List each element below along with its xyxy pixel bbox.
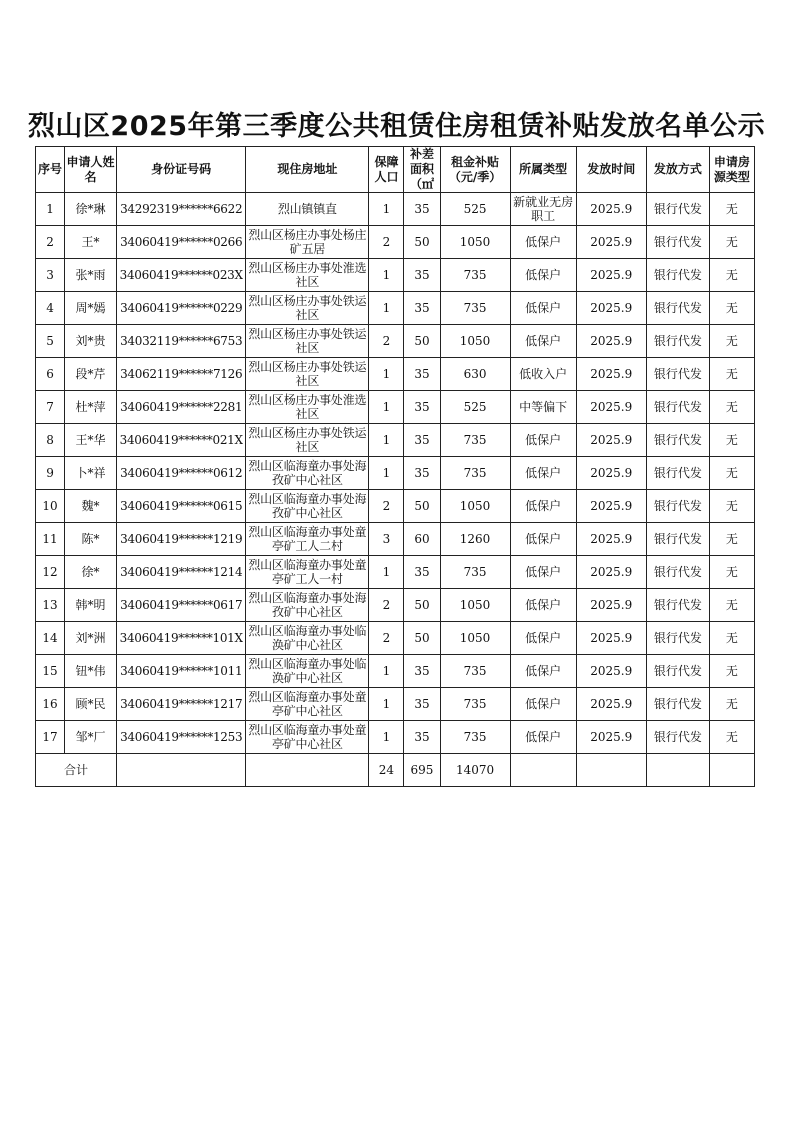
cell-area: 35 [404, 259, 440, 292]
cell-source: 无 [709, 457, 754, 490]
cell-method: 银行代发 [646, 655, 709, 688]
cell-area: 60 [404, 523, 440, 556]
cell-area: 50 [404, 589, 440, 622]
cell-no: 5 [36, 325, 65, 358]
cell-method: 银行代发 [646, 589, 709, 622]
cell-method: 银行代发 [646, 424, 709, 457]
cell-name: 张*雨 [65, 259, 117, 292]
cell-name: 徐*琳 [65, 193, 117, 226]
cell-source: 无 [709, 622, 754, 655]
cell-people: 1 [369, 424, 404, 457]
cell-subsidy: 630 [440, 358, 510, 391]
cell-address: 烈山区临海童办事处海孜矿中心社区 [246, 490, 369, 523]
cell-address: 烈山区杨庄办事处铁运社区 [246, 358, 369, 391]
cell-people: 2 [369, 589, 404, 622]
cell-people: 1 [369, 457, 404, 490]
cell-area: 35 [404, 391, 440, 424]
cell-name: 杜*萍 [65, 391, 117, 424]
total-id-cell [117, 754, 246, 787]
cell-source: 无 [709, 589, 754, 622]
cell-area: 35 [404, 358, 440, 391]
table-body [36, 193, 755, 754]
cell-no: 2 [36, 226, 65, 259]
header-time: 发放时间 [576, 147, 646, 193]
cell-people: 1 [369, 721, 404, 754]
cell-id: 34062119******7126 [117, 358, 246, 391]
header-no: 序号 [36, 147, 65, 193]
cell-address: 烈山区临海童办事处童亭矿中心社区 [246, 688, 369, 721]
cell-source: 无 [709, 424, 754, 457]
cell-no: 6 [36, 358, 65, 391]
cell-time: 2025.9 [576, 622, 646, 655]
table-row [36, 523, 755, 556]
cell-method: 银行代发 [646, 193, 709, 226]
cell-address: 烈山区临海童办事处临涣矿中心社区 [246, 622, 369, 655]
table-row [36, 589, 755, 622]
cell-source: 无 [709, 655, 754, 688]
total-method-cell [646, 754, 709, 787]
total-people: 24 [369, 754, 404, 787]
cell-id: 34060419******023X [117, 259, 246, 292]
cell-no: 8 [36, 424, 65, 457]
cell-address: 烈山区临海童办事处童亭矿工人一村 [246, 556, 369, 589]
cell-category: 低保户 [510, 655, 576, 688]
cell-no: 13 [36, 589, 65, 622]
cell-subsidy: 1050 [440, 325, 510, 358]
cell-people: 1 [369, 259, 404, 292]
cell-no: 1 [36, 193, 65, 226]
table-row [36, 424, 755, 457]
cell-people: 1 [369, 655, 404, 688]
cell-name: 卜*祥 [65, 457, 117, 490]
table-row [36, 490, 755, 523]
cell-no: 11 [36, 523, 65, 556]
cell-name: 陈* [65, 523, 117, 556]
cell-method: 银行代发 [646, 490, 709, 523]
cell-area: 35 [404, 457, 440, 490]
cell-name: 韩*明 [65, 589, 117, 622]
cell-source: 无 [709, 358, 754, 391]
cell-id: 34060419******0617 [117, 589, 246, 622]
table-row [36, 325, 755, 358]
table-row [36, 556, 755, 589]
cell-address: 烈山区杨庄办事处铁运社区 [246, 292, 369, 325]
cell-method: 银行代发 [646, 292, 709, 325]
cell-area: 35 [404, 193, 440, 226]
cell-time: 2025.9 [576, 655, 646, 688]
cell-method: 银行代发 [646, 259, 709, 292]
cell-area: 35 [404, 424, 440, 457]
cell-people: 2 [369, 622, 404, 655]
cell-category: 低保户 [510, 721, 576, 754]
cell-method: 银行代发 [646, 622, 709, 655]
table-row [36, 457, 755, 490]
cell-id: 34060419******101X [117, 622, 246, 655]
cell-no: 12 [36, 556, 65, 589]
cell-category: 低保户 [510, 556, 576, 589]
cell-id: 34060419******0615 [117, 490, 246, 523]
cell-method: 银行代发 [646, 358, 709, 391]
table-row [36, 655, 755, 688]
header-id: 身份证号码 [117, 147, 246, 193]
cell-source: 无 [709, 259, 754, 292]
total-row [36, 754, 755, 787]
cell-people: 2 [369, 490, 404, 523]
total-subsidy: 14070 [440, 754, 510, 787]
cell-subsidy: 1050 [440, 589, 510, 622]
header-area: 补差面积（㎡ [404, 147, 440, 193]
total-time-cell [576, 754, 646, 787]
cell-time: 2025.9 [576, 523, 646, 556]
cell-category: 低保户 [510, 688, 576, 721]
cell-category: 低保户 [510, 589, 576, 622]
cell-source: 无 [709, 226, 754, 259]
cell-no: 7 [36, 391, 65, 424]
cell-name: 邹*厂 [65, 721, 117, 754]
cell-subsidy: 735 [440, 556, 510, 589]
total-address-cell [246, 754, 369, 787]
cell-area: 35 [404, 688, 440, 721]
cell-subsidy: 525 [440, 391, 510, 424]
cell-no: 14 [36, 622, 65, 655]
cell-time: 2025.9 [576, 556, 646, 589]
cell-id: 34060419******1217 [117, 688, 246, 721]
cell-address: 烈山区临海童办事处童亭矿工人二村 [246, 523, 369, 556]
cell-time: 2025.9 [576, 325, 646, 358]
cell-time: 2025.9 [576, 358, 646, 391]
cell-id: 34060419******1253 [117, 721, 246, 754]
cell-category: 低保户 [510, 259, 576, 292]
cell-method: 银行代发 [646, 391, 709, 424]
cell-area: 35 [404, 655, 440, 688]
cell-subsidy: 1050 [440, 622, 510, 655]
cell-no: 16 [36, 688, 65, 721]
cell-id: 34060419******1011 [117, 655, 246, 688]
cell-name: 刘*洲 [65, 622, 117, 655]
cell-address: 烈山区临海童办事处临涣矿中心社区 [246, 655, 369, 688]
cell-area: 50 [404, 490, 440, 523]
cell-method: 银行代发 [646, 556, 709, 589]
cell-people: 1 [369, 193, 404, 226]
cell-id: 34060419******2281 [117, 391, 246, 424]
cell-time: 2025.9 [576, 688, 646, 721]
cell-name: 周*嫣 [65, 292, 117, 325]
cell-name: 顾*民 [65, 688, 117, 721]
cell-no: 17 [36, 721, 65, 754]
cell-people: 2 [369, 325, 404, 358]
cell-time: 2025.9 [576, 457, 646, 490]
cell-people: 1 [369, 358, 404, 391]
total-source-cell [709, 754, 754, 787]
cell-no: 15 [36, 655, 65, 688]
cell-method: 银行代发 [646, 325, 709, 358]
cell-people: 1 [369, 292, 404, 325]
cell-id: 34060419******0266 [117, 226, 246, 259]
cell-people: 1 [369, 688, 404, 721]
cell-name: 刘*贵 [65, 325, 117, 358]
cell-name: 魏* [65, 490, 117, 523]
cell-time: 2025.9 [576, 259, 646, 292]
cell-source: 无 [709, 292, 754, 325]
cell-category: 低保户 [510, 226, 576, 259]
table-row [36, 391, 755, 424]
cell-category: 低保户 [510, 622, 576, 655]
cell-source: 无 [709, 556, 754, 589]
table-row [36, 259, 755, 292]
cell-people: 3 [369, 523, 404, 556]
cell-subsidy: 1260 [440, 523, 510, 556]
cell-category: 低保户 [510, 292, 576, 325]
cell-category: 低保户 [510, 457, 576, 490]
cell-address: 烈山镇镇直 [246, 193, 369, 226]
cell-id: 34060419******0229 [117, 292, 246, 325]
cell-source: 无 [709, 523, 754, 556]
cell-area: 50 [404, 226, 440, 259]
header-method: 发放方式 [646, 147, 709, 193]
cell-source: 无 [709, 193, 754, 226]
cell-subsidy: 525 [440, 193, 510, 226]
cell-area: 50 [404, 325, 440, 358]
header-source: 申请房源类型 [709, 147, 754, 193]
cell-subsidy: 735 [440, 424, 510, 457]
total-area: 695 [404, 754, 440, 787]
cell-subsidy: 735 [440, 457, 510, 490]
cell-area: 50 [404, 622, 440, 655]
cell-time: 2025.9 [576, 391, 646, 424]
cell-time: 2025.9 [576, 424, 646, 457]
cell-subsidy: 735 [440, 259, 510, 292]
cell-method: 银行代发 [646, 721, 709, 754]
table-row [36, 292, 755, 325]
cell-id: 34060419******1214 [117, 556, 246, 589]
cell-method: 银行代发 [646, 226, 709, 259]
cell-method: 银行代发 [646, 457, 709, 490]
subsidy-table [35, 146, 755, 787]
cell-address: 烈山区杨庄办事处淮选社区 [246, 391, 369, 424]
table-row [36, 721, 755, 754]
cell-id: 34060419******021X [117, 424, 246, 457]
cell-time: 2025.9 [576, 226, 646, 259]
cell-subsidy: 735 [440, 721, 510, 754]
cell-time: 2025.9 [576, 490, 646, 523]
cell-time: 2025.9 [576, 721, 646, 754]
cell-time: 2025.9 [576, 292, 646, 325]
table-row [36, 193, 755, 226]
cell-address: 烈山区临海童办事处海孜矿中心社区 [246, 457, 369, 490]
cell-id: 34060419******1219 [117, 523, 246, 556]
cell-id: 34032119******6753 [117, 325, 246, 358]
cell-method: 银行代发 [646, 523, 709, 556]
cell-area: 35 [404, 556, 440, 589]
cell-category: 低收入户 [510, 358, 576, 391]
header-name: 申请人姓名 [65, 147, 117, 193]
cell-people: 2 [369, 226, 404, 259]
cell-time: 2025.9 [576, 589, 646, 622]
page-title: 烈山区2025年第三季度公共租赁住房租赁补贴发放名单公示 [27, 111, 766, 142]
total-category-cell [510, 754, 576, 787]
cell-people: 1 [369, 391, 404, 424]
header-address: 现住房地址 [246, 147, 369, 193]
cell-subsidy: 1050 [440, 226, 510, 259]
table-row [36, 622, 755, 655]
cell-no: 9 [36, 457, 65, 490]
cell-subsidy: 735 [440, 688, 510, 721]
cell-method: 银行代发 [646, 688, 709, 721]
cell-source: 无 [709, 490, 754, 523]
cell-address: 烈山区杨庄办事处淮选社区 [246, 259, 369, 292]
header-subsidy: 租金补贴（元/季） [440, 147, 510, 193]
cell-area: 35 [404, 721, 440, 754]
cell-name: 王*华 [65, 424, 117, 457]
cell-address: 烈山区杨庄办事处铁运社区 [246, 325, 369, 358]
header-people: 保障人口 [369, 147, 404, 193]
cell-category: 低保户 [510, 523, 576, 556]
cell-address: 烈山区临海童办事处海孜矿中心社区 [246, 589, 369, 622]
cell-people: 1 [369, 556, 404, 589]
cell-source: 无 [709, 391, 754, 424]
cell-id: 34060419******0612 [117, 457, 246, 490]
table-row [36, 226, 755, 259]
header-category: 所属类型 [510, 147, 576, 193]
cell-category: 低保户 [510, 424, 576, 457]
cell-name: 钮*伟 [65, 655, 117, 688]
total-label: 合计 [36, 754, 117, 787]
cell-source: 无 [709, 721, 754, 754]
cell-address: 烈山区临海童办事处童亭矿中心社区 [246, 721, 369, 754]
cell-area: 35 [404, 292, 440, 325]
cell-no: 3 [36, 259, 65, 292]
cell-address: 烈山区杨庄办事处铁运社区 [246, 424, 369, 457]
cell-address: 烈山区杨庄办事处杨庄矿五居 [246, 226, 369, 259]
cell-time: 2025.9 [576, 193, 646, 226]
cell-subsidy: 735 [440, 655, 510, 688]
table-row [36, 688, 755, 721]
cell-source: 无 [709, 688, 754, 721]
cell-no: 10 [36, 490, 65, 523]
table-row [36, 358, 755, 391]
cell-category: 中等偏下 [510, 391, 576, 424]
cell-source: 无 [709, 325, 754, 358]
cell-category: 新就业无房职工 [510, 193, 576, 226]
cell-name: 徐* [65, 556, 117, 589]
cell-id: 34292319******6622 [117, 193, 246, 226]
cell-category: 低保户 [510, 490, 576, 523]
cell-category: 低保户 [510, 325, 576, 358]
cell-subsidy: 735 [440, 292, 510, 325]
cell-subsidy: 1050 [440, 490, 510, 523]
cell-name: 王* [65, 226, 117, 259]
table-header-row [36, 147, 755, 193]
cell-name: 段*芹 [65, 358, 117, 391]
cell-no: 4 [36, 292, 65, 325]
